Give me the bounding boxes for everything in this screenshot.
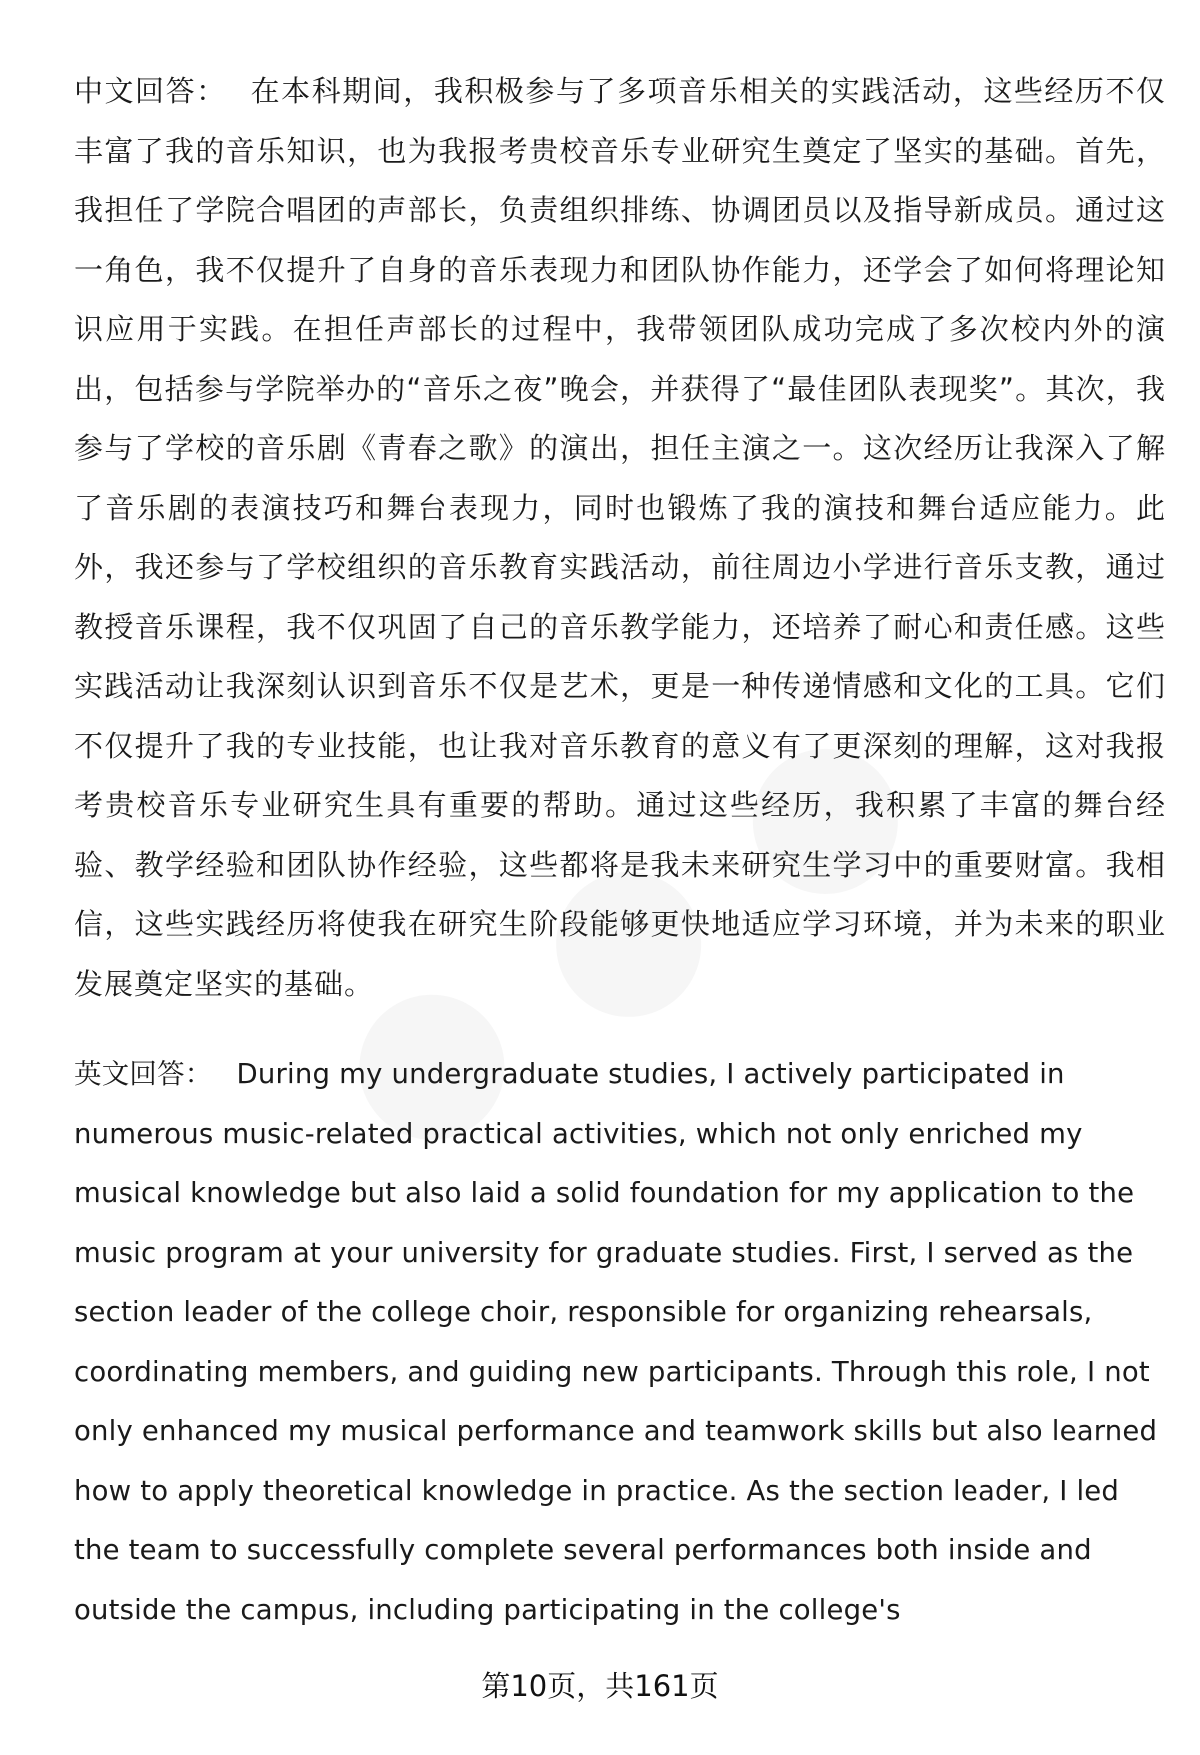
en-answer-paragraph xyxy=(74,1045,1166,1640)
zh-answer-label: 中文回答： xyxy=(74,74,227,108)
page-content xyxy=(74,62,1166,1640)
page-indicator: 第10页，共161页 xyxy=(481,1669,719,1703)
en-answer-label: 英文回答： xyxy=(74,1058,213,1090)
en-answer-text: During my undergraduate studies, I actively participated in numerous music-related practical activities, which not only enriched my musical knowledge but also laid a solid foundation for my application to the music program at your university for graduate studies. First, I served as the section leader of the college choir, responsible for organizing rehearsals, coordinating members, and guiding new participants. Through this role, I not only enhanced my musical performance and teamwork skills but also learned how to apply theoretical knowledge in practice. As the section leader, I led the team to successfully complete several performances both inside and outside the campus, including participating in the college's xyxy=(74,1058,1158,1626)
zh-answer-paragraph xyxy=(74,62,1166,1014)
page-footer xyxy=(0,1666,1200,1706)
zh-answer-text: 在本科期间，我积极参与了多项音乐相关的实践活动，这些经历不仅丰富了我的音乐知识，也为我报考贵校音乐专业研究生奠定了坚实的基础。首先，我担任了学院合唱团的声部长，负责组织排练、协调团员以及指导新成员。通过这一角色，我不仅提升了自身的音乐表现力和团队协作能力，还学会了如何将理论知识应用于实践。在担任声部长的过程中，我带领团队成功完成了多次校内外的演出，包括参与学院举办的“音乐之夜”晚会，并获得了“最佳团队表现奖”。其次，我参与了学校的音乐剧《青春之歌》的演出，担任主演之一。这次经历让我深入了解了音乐剧的表演技巧和舞台表现力，同时也锻炼了我的演技和舞台适应能力。此外，我还参与了学校组织的音乐教育实践活动，前往周边小学进行音乐支教，通过教授音乐课程，我不仅巩固了自己的音乐教学能力，还培养了耐心和责任感。这些实践活动让我深刻认识到音乐不仅是艺术，更是一种传递情感和文化的工具。它们不仅提升了我的专业技能，也让我对音乐教育的意义有了更深刻的理解，这对我报考贵校音乐专业研究生具有重要的帮助。通过这些经历，我积累了丰富的舞台经验、教学经验和团队协作经验，这些都将是我未来研究生学习中的重要财富。我相信，这些实践经历将使我在研究生阶段能够更快地适应学习环境，并为未来的职业发展奠定坚实的基础。 xyxy=(74,74,1166,1001)
